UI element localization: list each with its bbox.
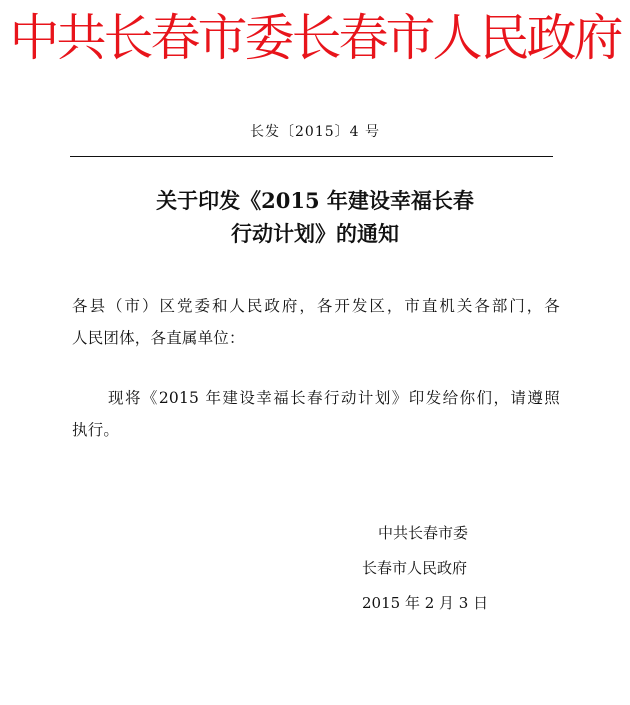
signature-org-government: 长春市人民政府 xyxy=(362,559,468,577)
issuing-authority-header: 中共长春市委长春市人民政府 xyxy=(9,9,621,67)
document-title xyxy=(0,184,630,250)
document-number: 长发〔2015〕4 号 xyxy=(250,124,380,140)
signature-date: 2015 年 2 月 3 日 xyxy=(362,594,489,612)
body-line-2: 执行。 xyxy=(72,421,120,439)
document-title-line-1: 关于印发《2015 年建设幸福长春 xyxy=(156,188,474,213)
document-title-line-2: 行动计划》的通知 xyxy=(231,221,399,246)
header-divider xyxy=(70,156,553,157)
signature-block xyxy=(340,516,540,621)
recipients-paragraph xyxy=(72,290,560,354)
body-line-1: 现将《2015 年建设幸福长春行动计划》印发给你们，请遵照 xyxy=(108,389,560,407)
recipients-line-1: 各县（市）区党委和人民政府，各开发区，市直机关各部门，各 xyxy=(72,297,560,315)
body-paragraph xyxy=(72,382,560,446)
signature-org-party: 中共长春市委 xyxy=(378,524,469,542)
recipients-line-2: 人民团体，各直属单位： xyxy=(72,329,245,347)
